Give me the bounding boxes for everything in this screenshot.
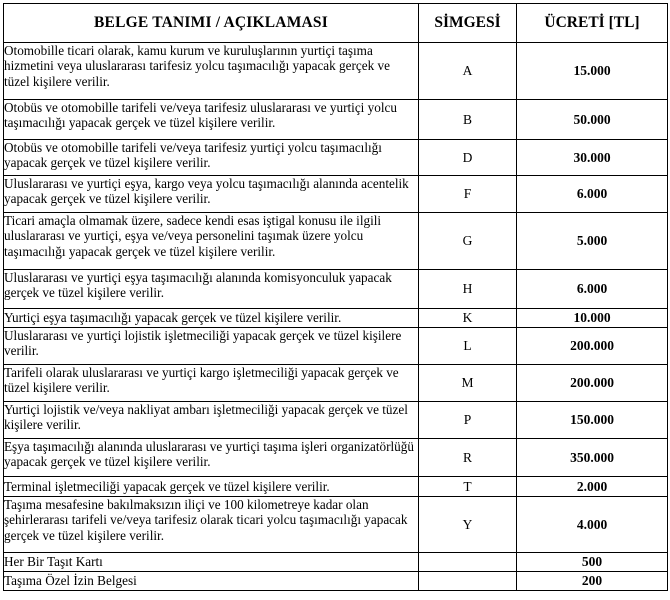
row-fee: 350.000: [517, 439, 668, 477]
row-description: Tarifeli olarak uluslararası ve yurtiçi kargo işletmeciliği yapacak gerçek ve tüzel kişilere verilir.: [4, 365, 419, 402]
table-row: [4, 43, 668, 100]
fee-table: [3, 3, 668, 591]
row-description: Otobüs ve otomobille tarifeli ve/veya tarifesiz uluslararası ve yurtiçi yolcu taşımacılığı yapacak gerçek ve tüzel kişilere verilir.: [4, 100, 419, 140]
row-symbol: L: [419, 328, 517, 365]
row-description: Uluslararası ve yurtiçi eşya taşımacılığı alanında komisyonculuk yapacak gerçek ve tüzel kişilere verilir.: [4, 270, 419, 309]
row-description: Her Bir Taşıt Kartı: [4, 553, 419, 572]
row-fee: 6.000: [517, 176, 668, 213]
row-symbol: F: [419, 176, 517, 213]
header-symbol: SİMGESİ: [419, 4, 517, 43]
table-row: [4, 213, 668, 270]
row-fee: 30.000: [517, 140, 668, 176]
row-description: Terminal işletmeciliği yapacak gerçek ve tüzel kişilere verilir.: [4, 477, 419, 497]
table-row: [4, 402, 668, 439]
row-fee: 6.000: [517, 270, 668, 309]
row-fee: 500: [517, 553, 668, 572]
row-description: Taşıma mesafesine bakılmaksızın iliçi ve 100 kilometreye kadar olan şehirlerarası tarifeli ve/veya tarifesiz olarak ticari yolcu taşımacılığı yapacak gerçek ve tüzel kişilere verilir.: [4, 497, 419, 553]
row-symbol: G: [419, 213, 517, 270]
row-fee: 50.000: [517, 100, 668, 140]
table-row: [4, 365, 668, 402]
row-symbol: H: [419, 270, 517, 309]
table-row: [4, 100, 668, 140]
row-symbol: A: [419, 43, 517, 100]
row-fee: 150.000: [517, 402, 668, 439]
row-fee: 15.000: [517, 43, 668, 100]
row-description: Yurtiçi lojistik ve/veya nakliyat ambarı işletmeciliği yapacak gerçek ve tüzel kişilere verilir.: [4, 402, 419, 439]
table-row: [4, 497, 668, 553]
row-symbol: M: [419, 365, 517, 402]
row-fee: 4.000: [517, 497, 668, 553]
table-row: [4, 477, 668, 497]
row-symbol: [419, 553, 517, 572]
row-symbol: [419, 572, 517, 591]
row-symbol: P: [419, 402, 517, 439]
table-row: [4, 176, 668, 213]
table-row: [4, 572, 668, 591]
row-description: Yurtiçi eşya taşımacılığı yapacak gerçek ve tüzel kişilere verilir.: [4, 309, 419, 328]
table-row: [4, 140, 668, 176]
row-description: Ticari amaçla olmamak üzere, sadece kendi esas iştigal konusu ile ilgili uluslararası ve yurtiçi, eşya ve/veya personelini taşımak üzere yolcu taşımacılığı yapacak gerçek ve tüzel kişilere verilir.: [4, 213, 419, 270]
header-row: [4, 4, 668, 43]
row-symbol: B: [419, 100, 517, 140]
row-description: Otomobille ticari olarak, kamu kurum ve kuruluşlarının yurtiçi taşıma hizmetini veya uluslararası tarifesiz yolcu taşımacılığı yapacak gerçek ve tüzel kişilere verilir.: [4, 43, 419, 100]
table-row: [4, 309, 668, 328]
header-fee: ÜCRETİ [TL]: [517, 4, 668, 43]
table-row: [4, 270, 668, 309]
table-row: [4, 439, 668, 477]
row-description: Uluslararası ve yurtiçi lojistik işletmeciliği yapacak gerçek ve tüzel kişilere verilir.: [4, 328, 419, 365]
row-description: Uluslararası ve yurtiçi eşya, kargo veya yolcu taşımacılığı alanında acentelik yapacak gerçek ve tüzel kişilere verilir.: [4, 176, 419, 213]
row-symbol: D: [419, 140, 517, 176]
row-description: Otobüs ve otomobille tarifeli ve/veya tarifesiz yurtiçi yolcu taşımacılığı yapacak gerçek ve tüzel kişilere verilir.: [4, 140, 419, 176]
row-symbol: R: [419, 439, 517, 477]
row-fee: 10.000: [517, 309, 668, 328]
row-description: Taşıma Özel İzin Belgesi: [4, 572, 419, 591]
table-row: [4, 328, 668, 365]
header-description: BELGE TANIMI / AÇIKLAMASI: [4, 4, 419, 43]
row-fee: 2.000: [517, 477, 668, 497]
row-fee: 200.000: [517, 365, 668, 402]
row-symbol: T: [419, 477, 517, 497]
table-row: [4, 553, 668, 572]
row-fee: 200.000: [517, 328, 668, 365]
row-symbol: K: [419, 309, 517, 328]
row-fee: 5.000: [517, 213, 668, 270]
row-fee: 200: [517, 572, 668, 591]
row-symbol: Y: [419, 497, 517, 553]
document-page: [3, 3, 667, 591]
row-description: Eşya taşımacılığı alanında uluslararası ve yurtiçi taşıma işleri organizatörlüğü yapacak gerçek ve tüzel kişilere verilir.: [4, 439, 419, 477]
